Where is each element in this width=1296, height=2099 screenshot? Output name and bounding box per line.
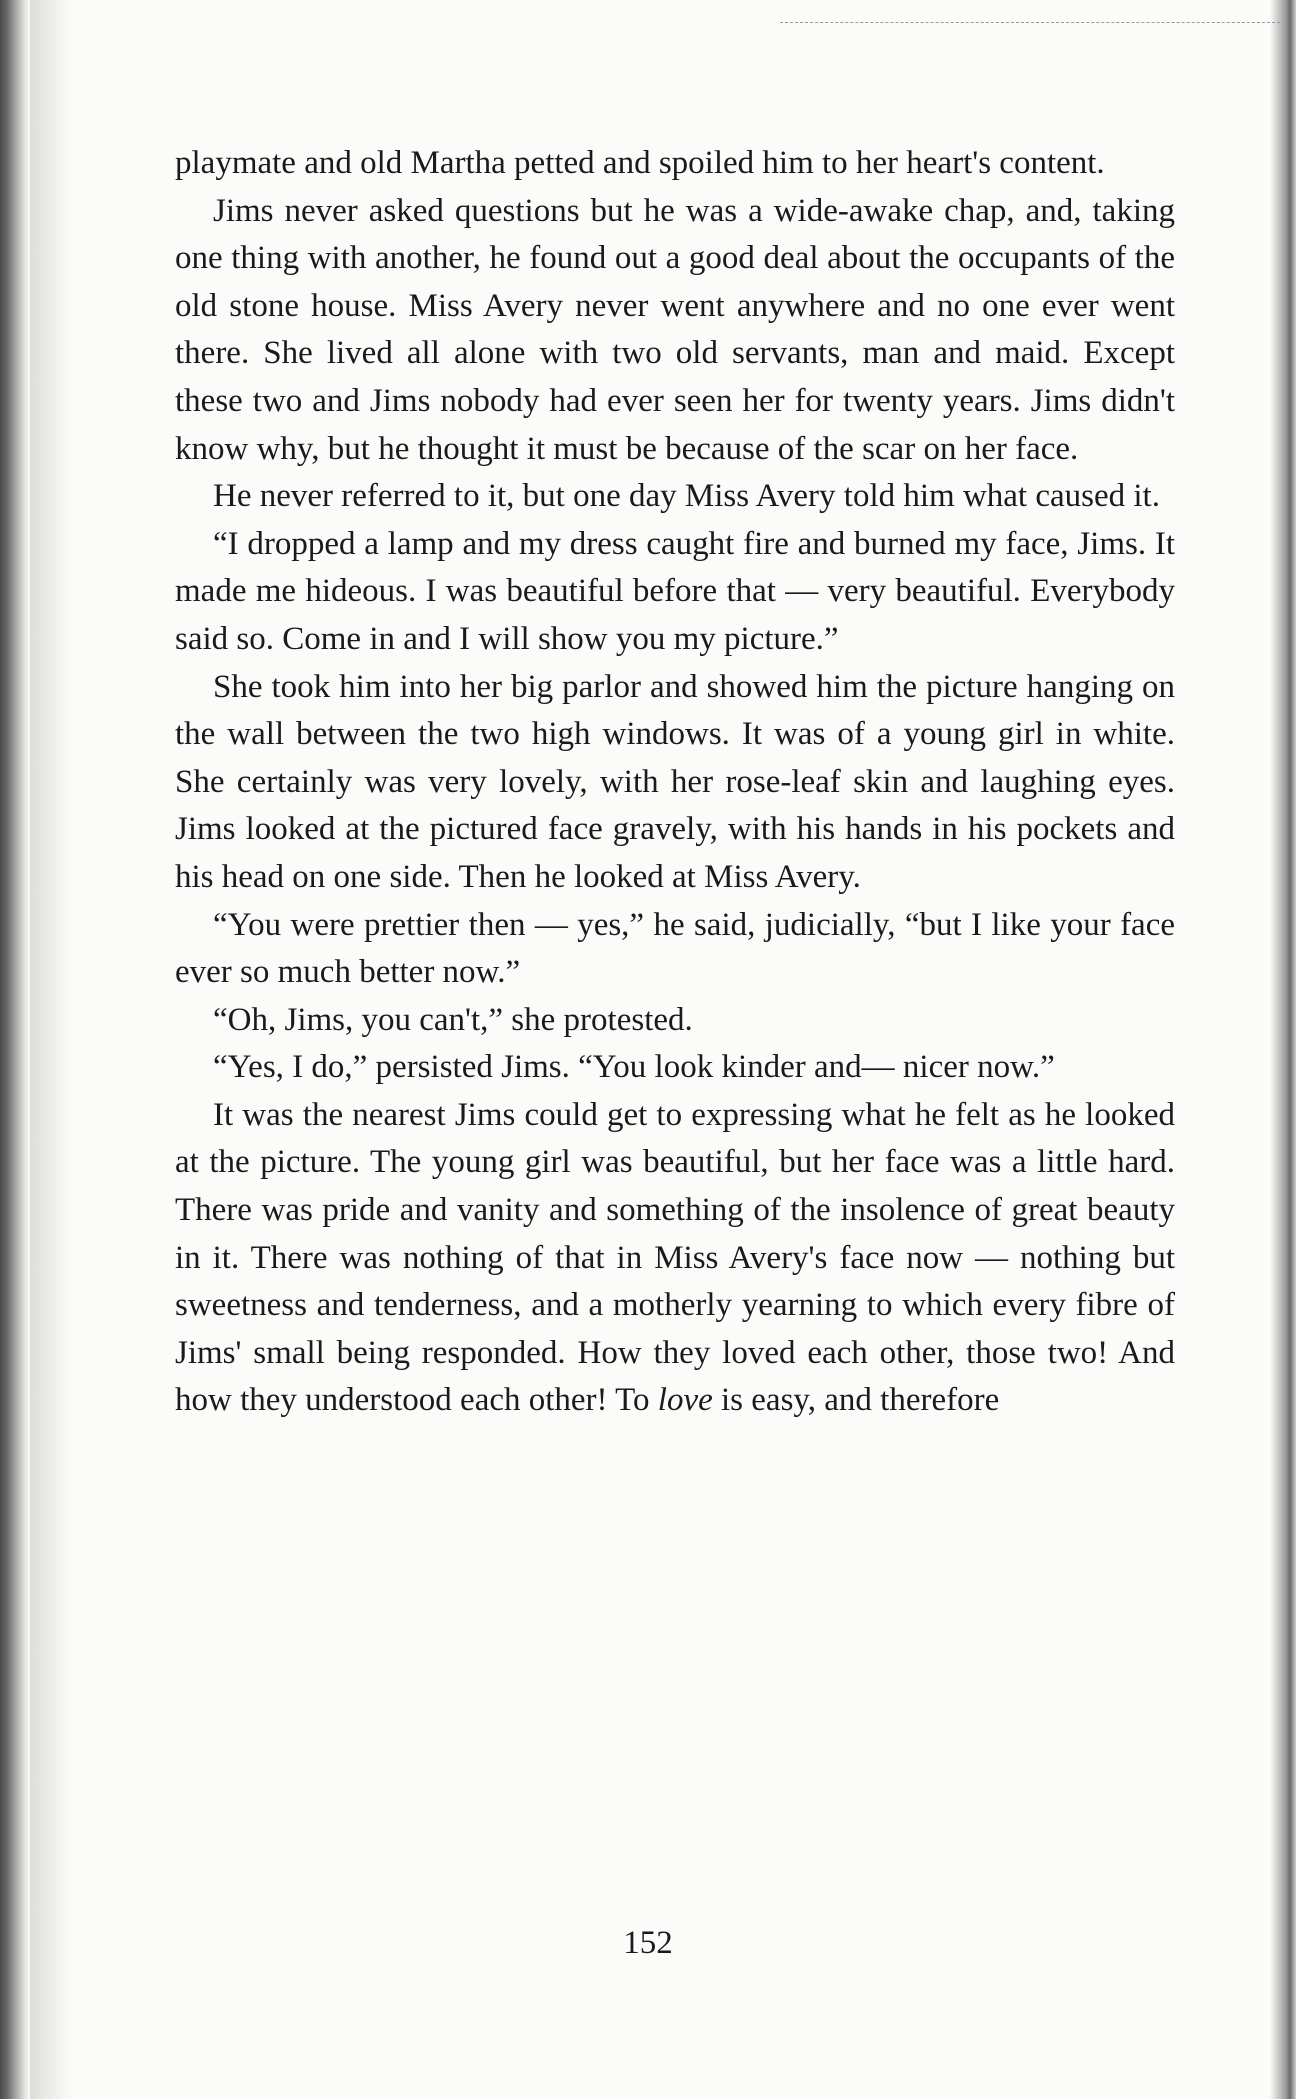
page-right-edge (1270, 0, 1296, 2099)
page-number: 152 (623, 1925, 673, 1961)
top-scan-rule (780, 22, 1280, 24)
paragraph-text: It was the nearest Jims could get to expressing what he felt as he looked at the picture. The young girl was beautiful, but her face was a little hard. There was pride and vanity and something of the insolence of great beauty in it. There was nothing of that in Miss Avery's face now — nothing but sweetness and tenderness, and a motherly yearning to which every fibre of Jims' small being responded. How they loved each other, those two! And how they understood each other! To (175, 1096, 1175, 1419)
paragraph: “You were prettier then — yes,” he said, judicially, “but I like your face ever so much better now.” (175, 906, 1175, 991)
paragraph: playmate and old Martha petted and spoiled him to her heart's content. (175, 145, 1105, 181)
page-left-binding-shadow (0, 0, 30, 2099)
paragraph: “Oh, Jims, you can't,” she protested. (213, 1001, 693, 1038)
paragraph: “I dropped a lamp and my dress caught fire and burned my face, Jims. It made me hideous. I was beautiful before that — very beautiful. Everybody said so. Come in and I will show you my picture.” (175, 525, 1175, 657)
paragraph: She took him into her big parlor and showed him the picture hanging on the wall between the two high windows. It was of a young girl in white. She certainly was very lovely, with her rose-leaf skin and laughing eyes. Jims looked at the pictured face gravely, with his hands in his pockets and his head on one side. Then he looked at Miss Avery. (175, 668, 1175, 895)
paragraph-tail: is easy, and therefore (712, 1382, 1000, 1419)
paragraph-last (175, 1092, 1175, 1425)
paragraph: He never referred to it, but one day Miss Avery told him what caused it. (213, 478, 1160, 515)
paragraph: Jims never asked questions but he was a wide-awake chap, and, taking one thing with another, he found out a good deal about the occupants of the old stone house. Miss Avery never went anywhere and no one ever went there. She lived all alone with two old servants, man and maid. Except these two and Jims nobody had ever seen her for twenty years. Jims didn't know why, but he thought it must be because of the scar on her face. (175, 192, 1175, 467)
page-gutter-shading (30, 0, 70, 2099)
paragraph: “Yes, I do,” persisted Jims. “You look kinder and— nicer now.” (213, 1049, 1055, 1086)
italic-word: love (657, 1382, 713, 1419)
body-text (175, 140, 1175, 1425)
